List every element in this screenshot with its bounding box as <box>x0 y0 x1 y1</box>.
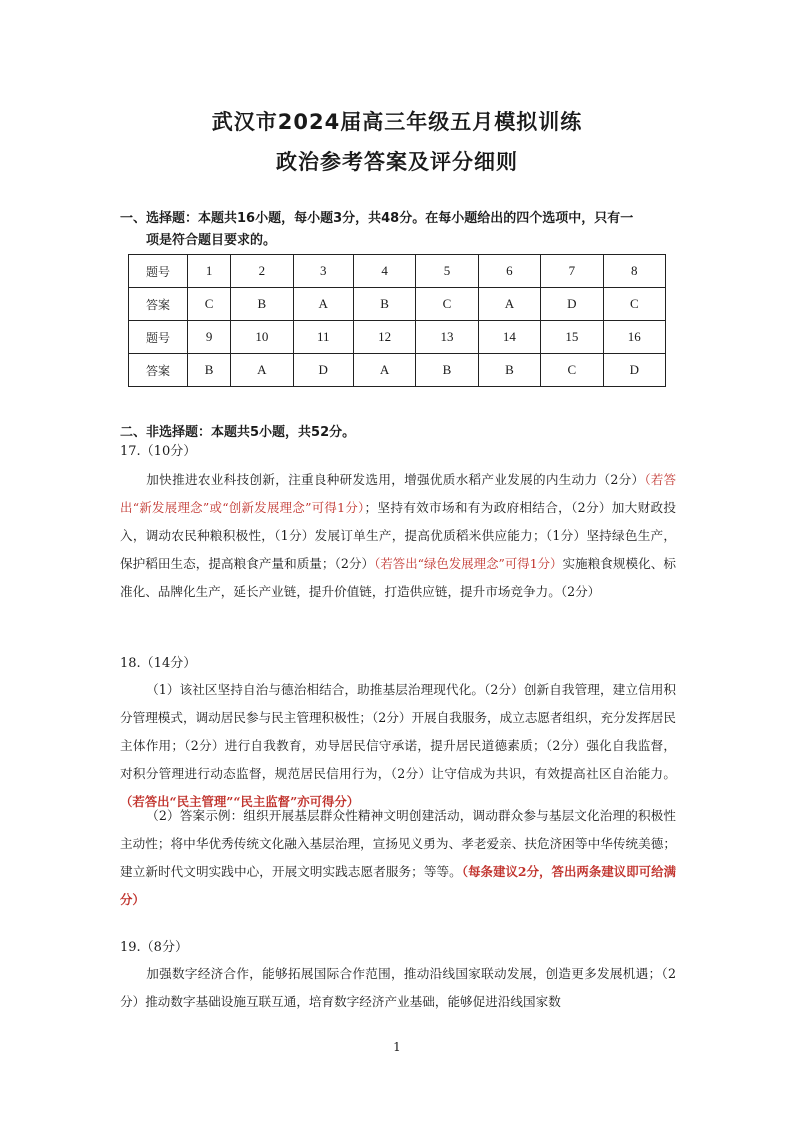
q19-answer <box>120 960 676 1016</box>
question-number-cell: 1 <box>188 255 231 288</box>
question-number-cell: 11 <box>293 321 353 354</box>
answer-cell: D <box>603 354 665 387</box>
q17-text-2: ；坚持有效市场和有为政府相结合，（2分）加大财政投入，调动农民种粮积极性，（1分）发展订单生产，提高优质稻米供应能力；（1分）坚持绿色生产，保护稻田生态，提高粮食产量和质量；（2分） <box>120 500 676 571</box>
question-number-cell: 16 <box>603 321 665 354</box>
q18-part2-text: （2）答案示例：组织开展基层群众性精神文明创建活动，调动群众参与基层文化治理的积极性主动性；将中华优秀传统文化融入基层治理，宣扬见义勇为、孝老爱亲、扶危济困等中华传统美德；建立新时代文明实践中心，开展文明实践志愿者服务；等等。 <box>120 808 676 879</box>
question-number-cell: 4 <box>353 255 415 288</box>
q17-answer <box>120 466 676 606</box>
answer-cell: A <box>353 354 415 387</box>
document-title: 武汉市2024届高三年级五月模拟训练 <box>211 110 583 134</box>
q18-part1 <box>120 676 676 816</box>
answer-cell: A <box>293 288 353 321</box>
answer-cell: B <box>353 288 415 321</box>
answer-cell: D <box>293 354 353 387</box>
answer-cell: A <box>231 354 293 387</box>
answer-cell: B <box>478 354 540 387</box>
answer-cell: C <box>603 288 665 321</box>
answer-cell: A <box>478 288 540 321</box>
question-number-cell: 15 <box>541 321 603 354</box>
answer-label-cell: 答案 <box>129 288 188 321</box>
section1-heading-line1: 一、选择题：本题共16小题，每小题3分，共48分。在每小题给出的四个选项中，只有一 <box>120 211 634 226</box>
q17-text-3: 实施粮食规模化、标准化、品牌化生产，延长产业链，提升价值链，打造供应链，提升市场竞争力。（2分） <box>120 556 676 599</box>
page-number: 1 <box>393 1040 401 1054</box>
q18-part1-text: （1）该社区坚持自治与德治相结合，助推基层治理现代化。（2分）创新自我管理，建立信用积分管理模式，调动居民参与民主管理积极性；（2分）开展自我服务，成立志愿者组织，充分发挥居民主体作用；（2分）进行自我教育，劝导居民信守承诺，提升居民道德素质；（2分）强化自我监督，对积分管理进行动态监督，规范居民信用行为，（2分）让守信成为共识，有效提高社区自治能力。 <box>120 682 676 781</box>
question-number-cell: 13 <box>416 321 478 354</box>
question-number-cell: 8 <box>603 255 665 288</box>
section1-heading <box>120 208 676 252</box>
q17-note-1: （若答出“新发展理念”或“创新发展理念”可得1分） <box>120 472 676 515</box>
table-row <box>129 354 666 387</box>
table-row <box>129 288 666 321</box>
question-number-cell: 6 <box>478 255 540 288</box>
question-number-cell: 7 <box>541 255 603 288</box>
q19-heading: 19.（8分） <box>120 940 188 955</box>
question-number-cell: 2 <box>231 255 293 288</box>
q17-text-1: 加快推进农业科技创新，注重良种研发选用，增强优质水稻产业发展的内生动力（2分） <box>146 472 645 487</box>
table-row <box>129 255 666 288</box>
q17-heading: 17.（10分） <box>120 444 197 459</box>
question-number-cell: 14 <box>478 321 540 354</box>
q17-note-2: （若答出“绿色发展理念”可得1分） <box>374 556 563 571</box>
q18-part1-note: （若答出“民主管理”“民主监督”亦可得分） <box>120 794 360 809</box>
section2-heading: 二、非选择题：本题共5小题，共52分。 <box>120 425 356 440</box>
q18-heading: 18.（14分） <box>120 656 197 671</box>
question-number-cell: 12 <box>353 321 415 354</box>
table-row <box>129 321 666 354</box>
answer-cell: B <box>231 288 293 321</box>
q18-part2 <box>120 802 676 914</box>
q18-part2-note: （每条建议2分，答出两条建议即可给满分） <box>120 864 677 907</box>
question-number-cell: 3 <box>293 255 353 288</box>
question-number-cell: 5 <box>416 255 478 288</box>
answer-cell: C <box>188 288 231 321</box>
header-label-cell: 题号 <box>129 321 188 354</box>
q19-text: 加强数字经济合作，能够拓展国际合作范围，推动沿线国家联动发展，创造更多发展机遇；（2分）推动数字基础设施互联互通，培育数字经济产业基础，能够促进沿线国家数 <box>120 966 676 1009</box>
answer-cell: B <box>416 354 478 387</box>
answer-cell: C <box>416 288 478 321</box>
answer-label-cell: 答案 <box>129 354 188 387</box>
answer-cell: D <box>541 288 603 321</box>
question-number-cell: 9 <box>188 321 231 354</box>
header-label-cell: 题号 <box>129 255 188 288</box>
answer-cell: C <box>541 354 603 387</box>
document-subtitle: 政治参考答案及评分细则 <box>276 150 518 174</box>
question-number-cell: 10 <box>231 321 293 354</box>
answer-table <box>128 254 666 387</box>
answer-cell: B <box>188 354 231 387</box>
section1-heading-line2: 项是符合题目要求的。 <box>146 233 277 248</box>
